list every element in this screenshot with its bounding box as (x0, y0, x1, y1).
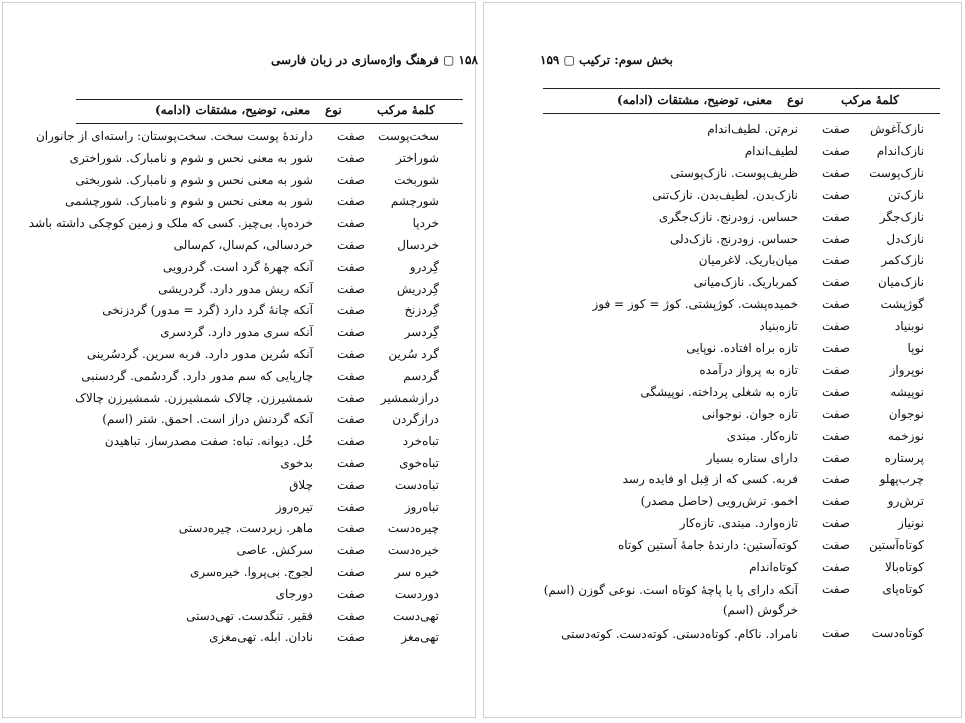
meaning-text: چلاق (289, 477, 313, 492)
word-type: صفت (821, 625, 850, 640)
meaning-text: تازه به شغلی پرداخته. نوپیشگی (640, 384, 798, 399)
word-type: صفت (336, 347, 365, 361)
table-row (484, 427, 961, 449)
table-row (3, 323, 475, 345)
compound-word: گِردسر (404, 325, 439, 340)
compound-word: خیره‌دست (387, 543, 439, 558)
compound-word: نوجوان (888, 406, 924, 421)
table-row (484, 273, 961, 295)
meaning-text: دارای ستاره بسیار (706, 450, 798, 465)
column-header-meaning: معنی، توضیح، مشتقات (ادامه) (617, 93, 773, 107)
table-row (484, 120, 961, 142)
meaning-text: تازه جوان. نوجوانی (701, 406, 798, 421)
compound-word: خیره سر (394, 565, 439, 579)
word-type: صفت (336, 586, 365, 601)
table-row (3, 214, 475, 236)
compound-word: شورچشم (390, 194, 439, 209)
compound-word: نوبنیاد (894, 319, 924, 334)
compound-word: دوردست (394, 586, 439, 601)
meaning-text: نازک‌بدن. لطیف‌بدن. نازک‌تنی (652, 187, 798, 202)
meaning-text: نامراد. ناکام. کوتاه‌دستی. کوته‌دست. کوته‌دستی (561, 626, 798, 641)
word-type: صفت (336, 303, 365, 318)
compound-word: کوتاه‌دست (871, 625, 924, 640)
table-row (3, 280, 475, 302)
table-row (3, 345, 475, 367)
compound-word: شوراختر (395, 150, 439, 165)
table-row (3, 498, 475, 520)
word-type: صفت (821, 494, 850, 509)
meaning-text: نرم‌تن. لطیف‌اندام (707, 122, 798, 136)
table-row (484, 492, 961, 514)
word-type: صفت (336, 129, 365, 143)
meaning-text: تازه‌بنیاد (759, 319, 798, 334)
word-type: صفت (336, 608, 365, 623)
word-type: صفت (821, 165, 850, 180)
meaning-text: سرکش. عاصی (236, 543, 313, 558)
compound-word: گِردزنخ (404, 303, 439, 318)
compound-word: درازشمشیر (380, 390, 439, 405)
meaning-text: فقیر. تنگدست. تهی‌دستی (186, 608, 313, 623)
meaning-text: خرده‌پا. بی‌چیز. کسی که ملک و زمین کوچکی داشته باشد (28, 216, 313, 231)
table-row (484, 580, 961, 624)
word-type: صفت (336, 281, 365, 296)
column-header-meaning: معنی، توضیح، مشتقات (ادامه) (155, 103, 311, 117)
meaning-text: تازه‌وارد. مبتدی. تازه‌کار (679, 516, 798, 531)
table-row (484, 317, 961, 339)
word-type: صفت (336, 477, 365, 492)
compound-word: نازک‌پوست (869, 165, 924, 180)
compound-word: نوپرواز (889, 362, 924, 377)
table-row (3, 258, 475, 280)
meaning-text: آنکه گردنش دراز است. احمق. شتر (اسم) (102, 412, 313, 427)
meaning-text: کمرباریک. نازک‌میانی (693, 275, 798, 290)
meaning-text: آنکه چهرهٔ گرد است. گردرویی (162, 259, 313, 274)
word-type: صفت (336, 150, 365, 165)
meaning-text: خمیده‌پشت. کوژپشتی. کوژ = کوز = فوز (592, 297, 798, 312)
meaning-text: تیره‌روز (275, 499, 313, 514)
meaning-text: شور به معنی نحس و شوم و نامبارک. شوراختری (69, 150, 313, 165)
meaning-text: شور به معنی نحس و شوم و نامبارک. شوربختی (75, 172, 313, 187)
compound-word: گِردرو (409, 259, 439, 274)
table-row (484, 449, 961, 471)
table-row (484, 383, 961, 405)
meaning-text: ماهر. زبردست. چیره‌دستی (178, 521, 313, 536)
table-row (3, 607, 475, 629)
column-header-word: کلمهٔ مرکب (377, 103, 435, 117)
compound-word: خردسال (397, 238, 439, 252)
compound-word: چیره‌دست (387, 521, 439, 536)
word-type: صفت (336, 456, 365, 470)
column-header-type: نوع (787, 93, 804, 107)
word-type: صفت (821, 231, 850, 246)
meaning-text: لطیف‌اندام (744, 143, 798, 158)
compound-word: نوپیشه (890, 384, 924, 399)
compound-word: نازک‌میان (877, 275, 924, 290)
compound-word: تهی‌دست (392, 608, 439, 623)
left-page (2, 2, 476, 718)
word-type: صفت (336, 565, 365, 579)
word-type: صفت (336, 521, 365, 536)
word-type: صفت (821, 209, 850, 224)
table-row (484, 142, 961, 164)
meaning-text: آنکه دارای پا یا پاچهٔ کوتاه است. نوعی گوزن (اسم) خرگوش (اسم) (543, 582, 798, 617)
compound-word: درازگردن (392, 412, 439, 427)
word-type: صفت (336, 216, 365, 231)
word-type: صفت (821, 581, 850, 596)
word-type: صفت (821, 275, 850, 290)
table-row (484, 208, 961, 230)
compound-word: نازک‌آغوش (870, 122, 924, 136)
word-type: صفت (821, 297, 850, 312)
meaning-text: چارپایی که سم مدور دارد. گردسُمی. گردسنبی (81, 368, 313, 383)
meaning-text: آنکه سُرین مدور دارد. فربه سرین. گردسُرینی (86, 347, 313, 361)
table-row (3, 367, 475, 389)
table-row (3, 454, 475, 476)
word-type: صفت (336, 238, 365, 252)
word-type: صفت (821, 428, 850, 443)
table-row (3, 628, 475, 650)
word-type: صفت (336, 325, 365, 340)
compound-word: پرستاره (884, 450, 924, 465)
table-header-rule (76, 123, 463, 124)
table-row (484, 361, 961, 383)
word-type: صفت (821, 253, 850, 268)
meaning-text: خردسالی، کم‌سال، کم‌سالی (173, 238, 313, 252)
meaning-text: لجوج. بی‌پروا. خیره‌سری (189, 565, 313, 579)
table-row (3, 389, 475, 411)
compound-word: نونیاز (898, 516, 924, 531)
meaning-text: کوتاه‌اندام (749, 560, 798, 574)
meaning-text: خُل. دیوانه. تباه: صفت مصدرساز. تباهیدن (104, 434, 313, 449)
meaning-text: فربه. کسی که از قِبل او فایده رسد (622, 472, 798, 487)
word-type: صفت (336, 194, 365, 209)
compound-word: نازک‌دل (886, 231, 924, 246)
word-type: صفت (821, 143, 850, 158)
word-type: صفت (821, 122, 850, 136)
word-type: صفت (821, 384, 850, 399)
word-type: صفت (336, 499, 365, 514)
table-row (3, 585, 475, 607)
meaning-text: ظریف‌پوست. نازک‌پوستی (670, 165, 798, 180)
meaning-text: آنکه چانهٔ گرد دارد (گرد = مدور) گردزنخی (102, 303, 313, 318)
table-row (3, 301, 475, 323)
table-row (3, 171, 475, 193)
table-row (3, 410, 475, 432)
compound-word: شوربخت (394, 172, 439, 187)
compound-word: کوتاه‌بالا (884, 560, 924, 574)
compound-word: نازک‌تن (887, 187, 924, 202)
word-type: صفت (821, 538, 850, 553)
compound-word: گردسم (403, 368, 439, 383)
compound-word: تهی‌مغز (401, 630, 439, 645)
word-type: صفت (821, 516, 850, 531)
meaning-text: شمشیرزن. چالاک شمشیرزن. شمشیرزن چالاک (75, 390, 313, 405)
compound-word: تباه‌خوی (399, 456, 439, 470)
compound-word: سخت‌پوست (378, 129, 439, 143)
word-type: صفت (821, 560, 850, 574)
word-type: صفت (821, 406, 850, 421)
meaning-text: شور به معنی نحس و شوم و نامبارک. شورچشمی (65, 194, 313, 209)
table-top-rule (543, 88, 940, 89)
compound-word: نوپا (907, 341, 924, 355)
table-row (3, 192, 475, 214)
table-row (3, 432, 475, 454)
word-type: صفت (336, 543, 365, 558)
word-type: صفت (336, 172, 365, 187)
compound-word: نوزخمه (887, 428, 924, 443)
table-row (484, 536, 961, 558)
word-type: صفت (821, 450, 850, 465)
table-row (484, 514, 961, 536)
compound-word: گرد سُرین (388, 347, 439, 361)
table-row (484, 251, 961, 273)
word-type: صفت (336, 259, 365, 274)
meaning-text: حساس. زودرنج. نازک‌دلی (669, 231, 798, 246)
table-row (3, 563, 475, 585)
meaning-text: بدخوی (280, 456, 313, 470)
word-type: صفت (821, 362, 850, 377)
word-type: صفت (821, 319, 850, 334)
compound-word: نازک‌کمر (881, 253, 924, 268)
table-row (484, 186, 961, 208)
table-row (484, 230, 961, 252)
compound-word: تباه‌خرد (402, 434, 439, 449)
table-row (3, 236, 475, 258)
meaning-text: کوته‌آستین: دارندهٔ جامهٔ آستین کوتاه (617, 538, 798, 553)
meaning-text: میان‌باریک. لاغرمیان (698, 253, 798, 268)
compound-word: گوژپشت (880, 297, 924, 312)
meaning-text: تازه به پرواز درآمده (699, 362, 798, 377)
word-type: صفت (821, 472, 850, 487)
table-top-rule (76, 99, 463, 100)
compound-word: کوتاه‌پای (882, 581, 924, 596)
compound-word: نازک‌جگر (879, 209, 924, 224)
page-header: بخش سوم: ترکیب ▢ ۱۵۹ (540, 53, 673, 67)
table-row (3, 149, 475, 171)
compound-word: چرب‌پهلو (879, 472, 924, 487)
table-row (484, 405, 961, 427)
meaning-text: تازه براه افتاده. نوپایی (686, 341, 798, 355)
table-row (484, 558, 961, 580)
table-row (3, 476, 475, 498)
table-row (3, 127, 475, 149)
table-row (484, 164, 961, 186)
page-header: ۱۵۸ ▢ فرهنگ واژه‌سازی در زبان فارسی (271, 53, 478, 67)
meaning-text: آنکه ریش مدور دارد. گردریشی (158, 281, 313, 296)
compound-word: تباه‌روز (404, 499, 439, 514)
word-type: صفت (336, 630, 365, 645)
compound-word: نازک‌اندام (876, 143, 924, 158)
table-row (484, 624, 961, 668)
meaning-text: تازه‌کار. مبتدی (726, 428, 798, 443)
right-page (483, 2, 962, 718)
word-type: صفت (336, 434, 365, 449)
column-header-type: نوع (325, 103, 342, 117)
compound-word: تباه‌دست (394, 477, 439, 492)
table-header-rule (543, 113, 940, 114)
meaning-text: دارندهٔ پوست سخت. سخت‌پوستان: راسته‌ای از جانوران (35, 129, 313, 143)
word-type: صفت (821, 341, 850, 355)
table-row (3, 541, 475, 563)
table-row (3, 519, 475, 541)
meaning-text: آنکه سری مدور دارد. گردسری (160, 325, 313, 340)
word-type: صفت (336, 412, 365, 427)
table-row (484, 339, 961, 361)
meaning-text: دورجای (275, 586, 313, 601)
meaning-text: اخمو. ترش‌رویی (حاصل مصدر) (640, 494, 798, 509)
compound-word: ترش‌رو (887, 494, 924, 509)
word-type: صفت (821, 187, 850, 202)
compound-word: گِردریش (396, 281, 439, 296)
meaning-text: نادان. ابله. تهی‌مغزی (209, 630, 313, 645)
table-row (484, 295, 961, 317)
word-type: صفت (336, 368, 365, 383)
word-type: صفت (336, 390, 365, 405)
meaning-text: حساس. زودرنج. نازک‌جگری (658, 209, 798, 224)
compound-word: کوتاه‌آستین (869, 538, 924, 553)
compound-word: خردپا (412, 216, 439, 231)
column-header-word: کلمهٔ مرکب (841, 93, 899, 107)
table-row (484, 470, 961, 492)
